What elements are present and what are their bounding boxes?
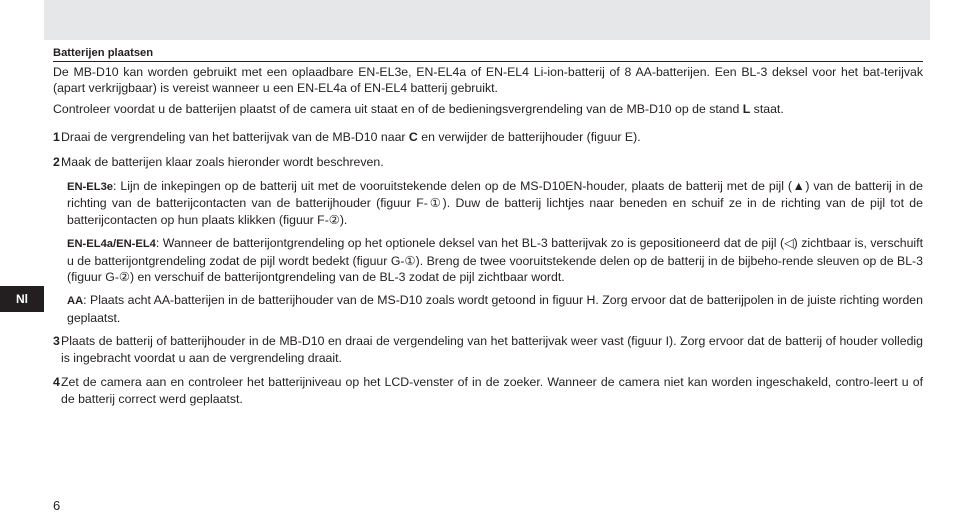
battery-instructions: : Plaats acht AA-batterijen in de batterijhouder van de MS-D10 zoals wordt getoond in figuur H. Zorg ervoor dat de batterijpolen in de juiste richting worden geplaatst. <box>67 293 923 325</box>
intro-paragraph: De MB-D10 kan worden gebruikt met een oplaadbare EN-EL3e, EN-EL4a of EN-EL4 Li-ion-batterij of 8 AA-batterijen. Een BL-3 deksel voor het bat-terijvak (apart verkrijgbaar) is vereist wanneer u een EN-EL4a of EN-EL4 batterij gebruikt. <box>53 65 923 96</box>
step-1 <box>53 129 923 145</box>
step-4 <box>53 374 923 407</box>
battery-instructions: : Wanneer de batterijontgrendeling op het optionele deksel van het BL-3 batterijvak zo is gepositioneerd dat de pijl (◁) zichtbaar is, verschuift u de batterijontgrendeling zodat de pijl wordt bedekt (figuur G-①). Breng de twee vooruitstekende delen op de batterij in de bijbeho-rende sleuven op de BL-3 (figuur G-②) en verschuif de batterijontgrendeling van de BL-3 zodat de pijl zichtbaar wordt. <box>67 236 923 285</box>
step-text: Plaats de batterij of batterijhouder in de MB-D10 en draai de vergendeling van het batterijvak weer vast (figuur I). Zorg ervoor dat de batterij of houder volledig is ingebracht voordat u aan de vergrendeling draait. <box>61 334 923 365</box>
battery-type-aa <box>67 292 923 326</box>
step-1-text-pre: Draai de vergrendeling van het batterijvak van de MB-D10 naar <box>61 130 409 145</box>
step-3 <box>53 333 923 366</box>
step-text: Maak de batterijen klaar zoals hieronder wordt beschreven. <box>61 154 384 169</box>
check-text-pre: Controleer voordat u de batterijen plaatst of de camera uit staat en of de bedieningsvergrendeling van de MB-D10 op de stand <box>53 101 743 116</box>
unlock-symbol-icon: C <box>408 130 418 145</box>
step-text <box>61 129 923 145</box>
step-number: 2 <box>53 154 60 169</box>
section-title: Batterijen plaatsen <box>53 47 923 62</box>
check-paragraph <box>53 101 923 117</box>
header-band <box>44 0 930 40</box>
language-tab: Nl <box>0 286 44 312</box>
battery-term: AA <box>67 295 84 308</box>
lock-position-label: L <box>742 101 751 116</box>
step-number: 1 <box>53 130 60 145</box>
battery-type-en-el3e <box>67 178 923 228</box>
page-number: 6 <box>53 498 61 513</box>
document-body <box>53 47 923 415</box>
step-number: 3 <box>53 334 60 349</box>
step-1-text-post: en verwijder de batterijhouder (figuur E). <box>417 130 641 145</box>
check-text-post: staat. <box>750 101 784 116</box>
battery-instructions: : Lijn de inkepingen op de batterij uit met de vooruitstekende delen op de MS-D10EN-houder, plaats de batterij met de pijl (▲) van de batterij in de richting van de batterijcontacten van de batterijhouder (figuur F-①). Duw de batterij lichtjes naar beneden en schuif ze in de richting van de pijl tot de batterijcontacten op hun plaats klikken (figuur F-②). <box>67 179 923 227</box>
step-number: 4 <box>53 375 60 390</box>
battery-type-en-el4 <box>67 235 923 285</box>
battery-term: EN-EL4a/EN-EL4 <box>67 238 156 251</box>
step-text: Zet de camera aan en controleer het batterijniveau op het LCD-venster of in de zoeker. Wanneer de camera niet kan worden ingeschakeld, contro-leert u of de batterij correct werd geplaatst. <box>61 375 923 406</box>
battery-term: EN-EL3e <box>67 181 114 194</box>
step-2 <box>53 154 923 170</box>
